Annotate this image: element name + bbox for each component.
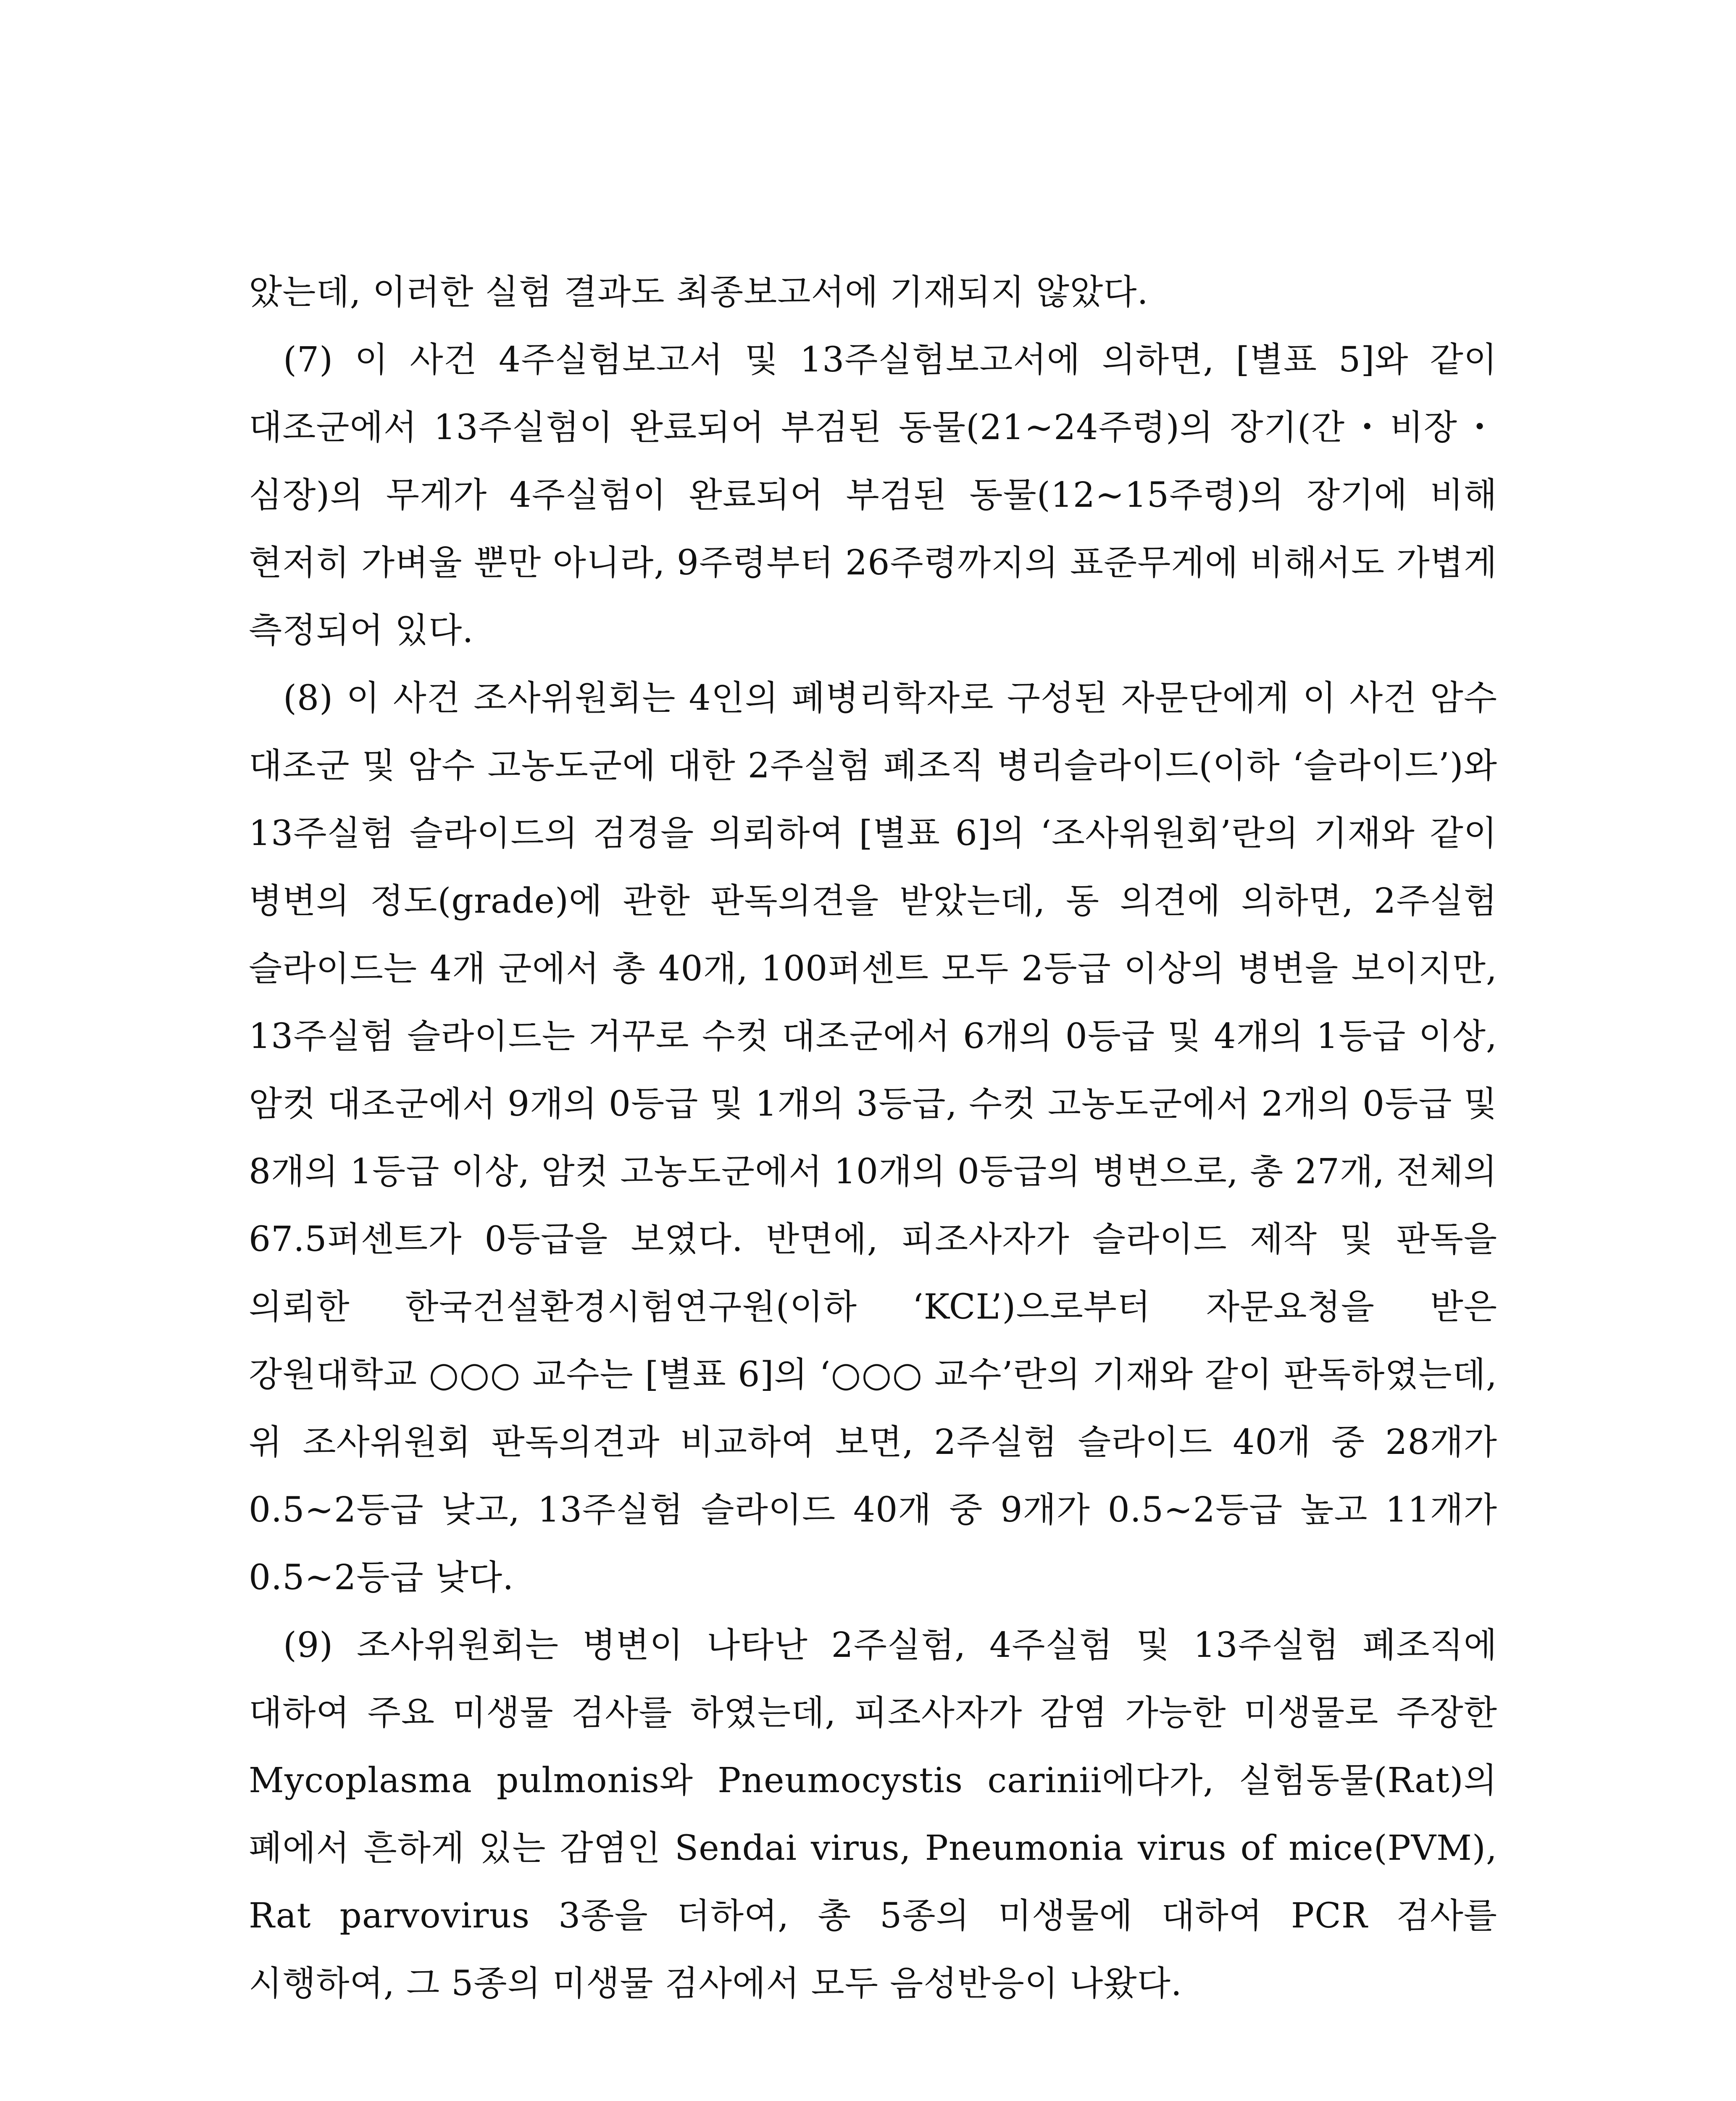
paragraph-9: (9) 조사위원회는 병변이 나타난 2주실험, 4주실험 및 13주실험 폐조직에 대하여 주요 미생물 검사를 하였는데, 피조사자가 감염 가능한 미생물로 주장한 Mycoplasma pulmonis와 Pneumocystis carinii에다가, 실험동물(Rat)의 폐에서 흔하게 있는 감염인 Sendai virus, Pneumonia virus of mice(PVM), Rat parvovirus 3종을 더하여, 총 5종의 미생물에 대하여 PCR 검사를 시행하여, 그 5종의 미생물 검사에서 모두 음성반응이 나왔다. [249,1625,1497,2004]
document-body [249,258,1497,2017]
paragraph-7: (7) 이 사건 4주실험보고서 및 13주실험보고서에 의하면, [별표 5]와 같이 대조군에서 13주실험이 완료되어 부검된 동물(21∼24주령)의 장기(간・비장・심장)의 무게가 4주실험이 완료되어 부검된 동물(12∼15주령)의 장기에 비해 현저히 가벼울 뿐만 아니라, 9주령부터 26주령까지의 표준무게에 비해서도 가볍게 측정되어 있다. [249,340,1497,650]
paragraph-8: (8) 이 사건 조사위원회는 4인의 폐병리학자로 구성된 자문단에게 이 사건 암수 대조군 및 암수 고농도군에 대한 2주실험 폐조직 병리슬라이드(이하 ‘슬라이드’)와 13주실험 슬라이드의 검경을 의뢰하여 [별표 6]의 ‘조사위원회’란의 기재와 같이 병변의 정도(grade)에 관한 판독의견을 받았는데, 동 의견에 의하면, 2주실험 슬라이드는 4개 군에서 총 40개, 100퍼센트 모두 2등급 이상의 병변을 보이지만, 13주실험 슬라이드는 거꾸로 수컷 대조군에서 6개의 0등급 및 4개의 1등급 이상, 암컷 대조군에서 9개의 0등급 및 1개의 3등급, 수컷 고농도군에서 2개의 0등급 및 8개의 1등급 이상, 암컷 고농도군에서 10개의 0등급의 병변으로, 총 27개, 전체의 67.5퍼센트가 0등급을 보였다. 반면에, 피조사자가 슬라이드 제작 및 판독을 의뢰한 한국건설환경시험연구원(이하 ‘KCL’)으로부터 자문요청을 받은 강원대학교 ○○○ 교수는 [별표 6]의 ‘○○○ 교수’란의 기재와 같이 판독하였는데, 위 조사위원회 판독의견과 비교하여 보면, 2주실험 슬라이드 40개 중 28개가 0.5∼2등급 낮고, 13주실험 슬라이드 40개 중 9개가 0.5∼2등급 높고 11개가 0.5∼2등급 낮다. [249,678,1497,1598]
paragraph-continuation: 았는데, 이러한 실험 결과도 최종보고서에 기재되지 않았다. [249,272,1149,312]
